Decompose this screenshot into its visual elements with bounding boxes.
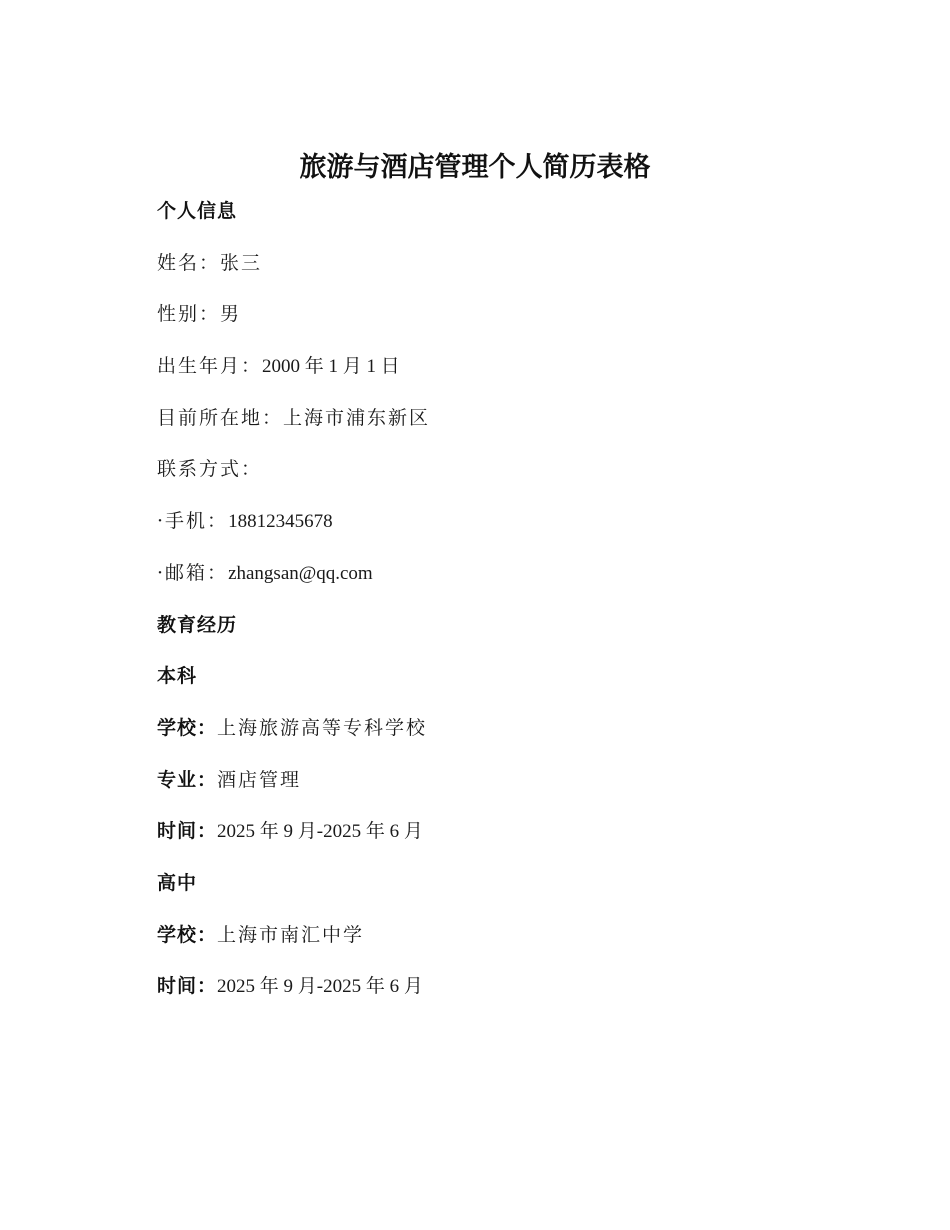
bachelor-time-label: 时间： (157, 820, 218, 843)
bachelor-school-row (157, 713, 797, 765)
bullet-icon: · (157, 510, 164, 533)
email-value: zhangsan@qq.com (228, 562, 373, 584)
name-value: 张三 (220, 251, 263, 274)
name-row (157, 248, 797, 300)
bachelor-school-value: 上海旅游高等专科学校 (217, 716, 428, 739)
location-value: 上海市浦东新区 (283, 406, 431, 429)
highschool-heading: 高中 (157, 871, 198, 894)
birth-label: 出生年月： (157, 355, 263, 378)
bachelor-time-row (157, 816, 797, 868)
bachelor-heading: 本科 (157, 665, 198, 688)
bachelor-major-row (157, 765, 797, 817)
personal-info-heading: 个人信息 (157, 200, 238, 222)
highschool-time-row (157, 971, 797, 1023)
phone-label: 手机： (165, 510, 229, 533)
bachelor-major-value: 酒店管理 (217, 768, 302, 791)
gender-row (157, 299, 797, 351)
gender-label: 性别： (157, 303, 221, 326)
bachelor-major-label: 专业： (157, 768, 218, 791)
name-label: 姓名： (157, 251, 221, 274)
highschool-time-label: 时间： (157, 975, 218, 998)
contact-label: 联系方式： (157, 458, 263, 481)
resume-content (157, 196, 797, 1023)
phone-value: 18812345678 (228, 511, 333, 533)
bachelor-school-label: 学校： (157, 716, 218, 739)
highschool-school-value: 上海市南汇中学 (217, 923, 365, 946)
birth-value: 2000 年 1 月 1 日 (262, 356, 400, 378)
location-label: 目前所在地： (157, 406, 284, 429)
bachelor-time-value: 2025 年 9 月-2025 年 6 月 (217, 821, 423, 843)
gender-value: 男 (220, 303, 242, 326)
highschool-school-row (157, 920, 797, 972)
highschool-time-value: 2025 年 9 月-2025 年 6 月 (217, 976, 423, 998)
highschool-school-label: 学校： (157, 923, 218, 946)
document-title: 旅游与酒店管理个人简历表格 (299, 152, 651, 183)
email-row (157, 558, 797, 610)
email-label: 邮箱： (165, 561, 229, 584)
contact-row (157, 454, 797, 506)
phone-row (157, 506, 797, 558)
education-heading: 教育经历 (157, 613, 238, 636)
birth-row (157, 351, 797, 403)
location-row (157, 403, 797, 455)
bullet-icon: · (157, 561, 164, 584)
